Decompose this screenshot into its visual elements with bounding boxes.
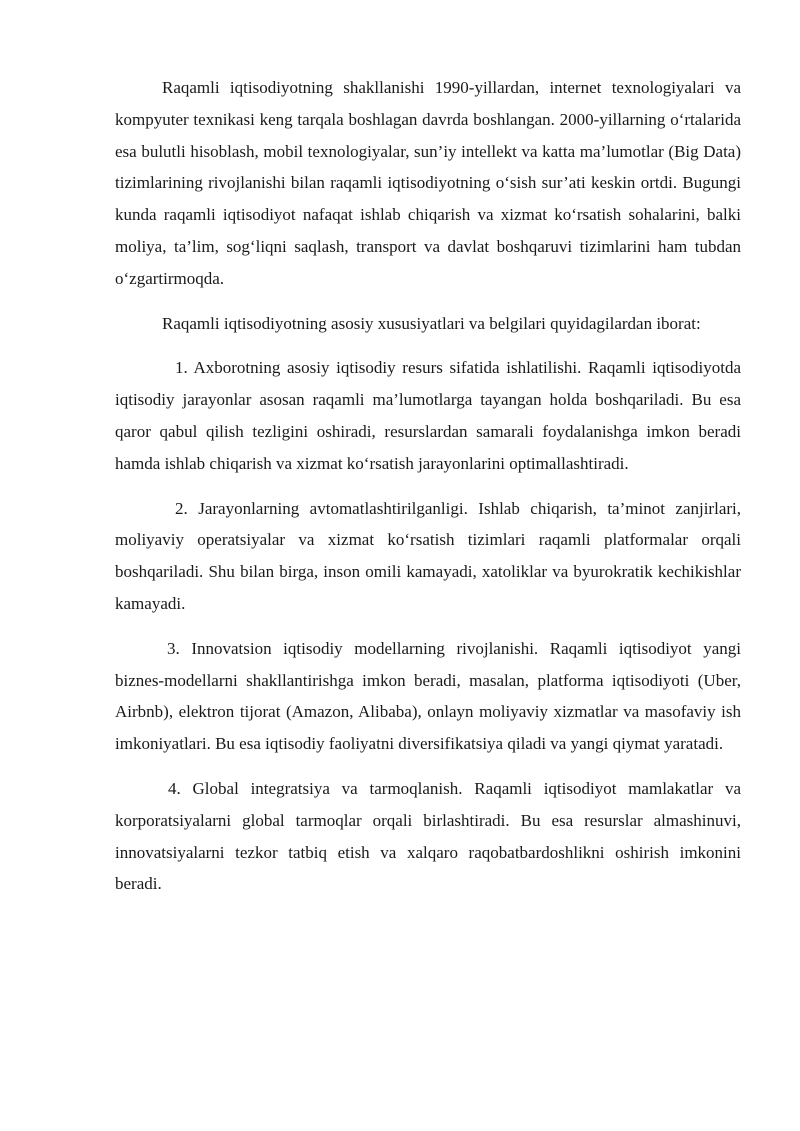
document-body — [115, 72, 741, 913]
paragraph-features-intro: Raqamli iqtisodiyotning asosiy xususiyatlari va belgilari quyidagilardan iborat: — [162, 313, 701, 333]
paragraph-intro: Raqamli iqtisodiyotning shakllanishi 1990-yillardan, internet texnologiyalari va kompyuter texnikasi keng tarqala boshlagan davrda boshlangan. 2000-yillarning o‘rtalarida esa bulutli hisoblash, mobil texnologiyalar, sun’iy intellekt va katta ma’lumotlar (Big Data) tizimlarining rivojlanishi bilan raqamli iqtisodiyotning o‘sish sur’ati keskin ortdi. Bugungi kunda raqamli iqtisodiyot nafaqat ishlab chiqarish va xizmat ko‘rsatish sohalarini, balki moliya, ta’lim, sog‘liqni saqlash, transport va davlat boshqaruvi tizimlarini ham tubdan o‘zgartirmoqda. — [115, 78, 741, 288]
list-item-2: 2. Jarayonlarning avtomatlashtirilganligi. Ishlab chiqarish, ta’minot zanjirlari, moliyaviy operatsiyalar va xizmat ko‘rsatish tizimlari raqamli platformalar orqali boshqariladi. Shu bilan birga, inson omili kamayadi, xatoliklar va byurokratik kechikishlar kamayadi. — [115, 498, 741, 613]
list-item-3: 3. Innovatsion iqtisodiy modellarning rivojlanishi. Raqamli iqtisodiyot yangi biznes-modellarni shakllantirishga imkon beradi, masalan, platforma iqtisodiyoti (Uber, Airbnb), elektron tijorat (Amazon, Alibaba), onlayn moliyaviy xizmatlar va masofaviy ish imkoniyatlari. Bu esa iqtisodiy faoliyatni diversifikatsiya qiladi va yangi qiymat yaratadi. — [115, 638, 741, 754]
list-item-1: 1. Axborotning asosiy iqtisodiy resurs sifatida ishlatilishi. Raqamli iqtisodiyotda iqtisodiy jarayonlar asosan raqamli ma’lumotlarga tayangan holda boshqariladi. Bu esa qaror qabul qilish tezligini oshiradi, resurslardan samarali foydalanishga imkon beradi hamda ishlab chiqarish va xizmat ko‘rsatish jarayonlarini optimallashtiradi. — [115, 358, 741, 473]
list-item-4: 4. Global integratsiya va tarmoqlanish. Raqamli iqtisodiyot mamlakatlar va korporatsiyalarni global tarmoqlar orqali birlashtiradi. Bu esa resurslar almashinuvi, innovatsiyalarni tezkor tatbiq etish va xalqaro raqobatbardoshlikni oshirish imkonini beradi. — [115, 778, 741, 894]
